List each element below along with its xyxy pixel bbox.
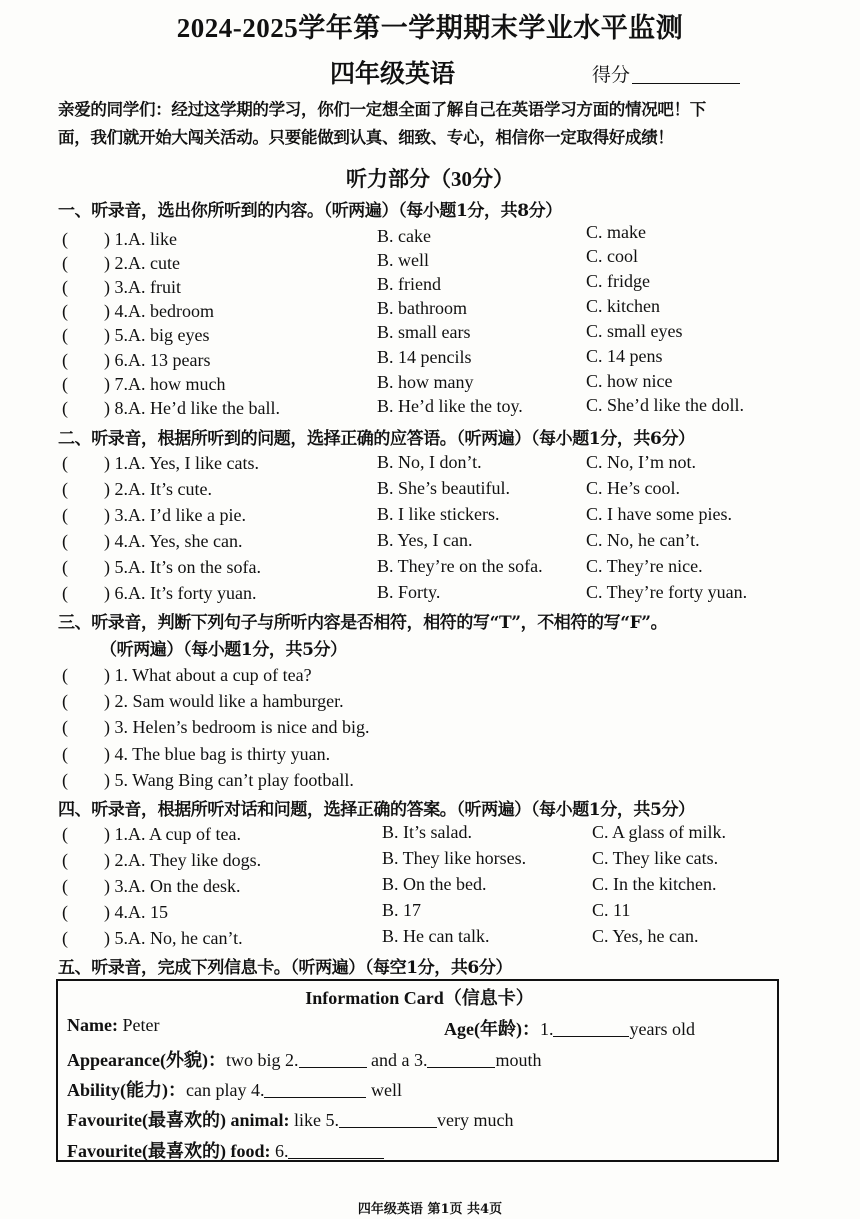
option-b: B. how many (377, 372, 474, 392)
option-c: C. He’s cool. (586, 478, 680, 498)
age-suffix: years old (629, 1019, 695, 1039)
answer-bracket[interactable]: ( (62, 229, 68, 249)
option-b: B. He can talk. (382, 926, 490, 946)
animal-suffix: very much (436, 1110, 514, 1130)
option-a: ) 1.A. Yes, I like cats. (104, 453, 259, 473)
answer-bracket[interactable]: ( (62, 531, 68, 551)
appearance-label: Appearance(外貌)： (67, 1050, 226, 1070)
option-a: ) 2.A. They like dogs. (104, 850, 262, 870)
option-c: C. make (586, 222, 646, 242)
animal-row (67, 1106, 513, 1132)
answer-bracket[interactable]: ( (62, 453, 68, 473)
age-number: 1. (539, 1019, 554, 1039)
score-label: 得分 (592, 65, 631, 86)
answer-bracket[interactable]: ( (62, 557, 68, 577)
option-c: C. Yes, he can. (592, 926, 699, 946)
statement: ) 4. The blue bag is thirty yuan. (104, 744, 331, 764)
option-b: B. She’s beautiful. (377, 478, 510, 498)
intro-line-2: 面，我们就开始大闯关活动。只要能做到认真、细致、专心，相信你一定取得好成绩！ (58, 128, 674, 147)
option-b: B. friend (377, 274, 441, 294)
appearance-blank-2[interactable] (299, 1067, 367, 1068)
option-c: C. how nice (586, 371, 673, 391)
part4-heading: 四、听录音，根据所听对话和问题，选择正确的答案。（听两遍）（每小题1分，共5分） (58, 800, 695, 820)
option-a: ) 5.A. big eyes (104, 325, 210, 345)
answer-bracket[interactable]: ( (62, 398, 68, 418)
food-prefix: 6. (274, 1141, 289, 1161)
option-a: ) 8.A. He’d like the ball. (104, 398, 280, 418)
option-c: C. They’re nice. (586, 556, 703, 576)
option-c: C. No, I’m not. (586, 452, 696, 472)
ability-label: Ability(能力)： (67, 1080, 186, 1100)
score-field (592, 60, 740, 87)
answer-bracket[interactable]: ( (62, 744, 68, 764)
score-blank[interactable] (632, 83, 740, 84)
option-b: B. Yes, I can. (377, 530, 473, 550)
answer-bracket[interactable]: ( (62, 665, 68, 685)
answer-bracket[interactable]: ( (62, 691, 68, 711)
option-a: ) 5.A. No, he can’t. (104, 928, 243, 948)
option-b: B. Forty. (377, 582, 441, 602)
option-c: C. They like cats. (592, 848, 719, 868)
option-a: ) 3.A. On the desk. (104, 876, 241, 896)
option-c: C. No, he can’t. (586, 530, 700, 550)
option-a: ) 5.A. It’s on the sofa. (104, 557, 261, 577)
appearance-blank-3[interactable] (427, 1067, 495, 1068)
option-a: ) 6.A. It’s forty yuan. (104, 583, 257, 603)
part1-heading: 一、听录音，选出你所听到的内容。（听两遍）（每小题1分，共8分） (58, 201, 562, 221)
option-b: B. I like stickers. (377, 504, 500, 524)
animal-label: Favourite(最喜欢的) animal: (67, 1110, 290, 1130)
option-c: C. small eyes (586, 321, 683, 341)
age-label: Age(年龄)： (444, 1019, 540, 1039)
option-a: ) 2.A. It’s cute. (104, 479, 212, 499)
name-value: Peter (122, 1015, 160, 1035)
appearance-prefix: two big 2. (225, 1050, 299, 1070)
option-c: C. In the kitchen. (592, 874, 717, 894)
answer-bracket[interactable]: ( (62, 374, 68, 394)
option-b: B. cake (377, 226, 431, 246)
option-b: B. He’d like the toy. (377, 396, 523, 416)
part3-heading: 三、听录音，判断下列句子与所听内容是否相符，相符的写“T”，不相符的写“F”。 (58, 613, 668, 633)
option-b: B. They like horses. (382, 848, 527, 868)
card-title: Information Card（信息卡） (305, 988, 534, 1008)
ability-blank[interactable] (264, 1097, 366, 1098)
option-b: B. bathroom (377, 298, 467, 318)
answer-bracket[interactable]: ( (62, 277, 68, 297)
option-c: C. I have some pies. (586, 504, 732, 524)
ability-prefix: can play 4. (186, 1080, 265, 1100)
option-c: C. kitchen (586, 296, 660, 316)
answer-bracket[interactable]: ( (62, 505, 68, 525)
name-row (67, 1015, 159, 1036)
listening-section-title: 听力部分（30分） (346, 167, 514, 191)
option-b: B. small ears (377, 322, 471, 342)
option-a: ) 3.A. I’d like a pie. (104, 505, 246, 525)
option-a: ) 2.A. cute (104, 253, 180, 273)
part2-heading: 二、听录音，根据所听到的问题，选择正确的应答语。（听两遍）（每小题1分，共6分） (58, 429, 695, 449)
answer-bracket[interactable]: ( (62, 583, 68, 603)
part5-heading: 五、听录音，完成下列信息卡。（听两遍）（每空1分，共6分） (58, 958, 513, 978)
option-a: ) 3.A. fruit (104, 277, 181, 297)
statement: ) 5. Wang Bing can’t play football. (104, 770, 354, 790)
option-b: B. On the bed. (382, 874, 487, 894)
option-a: ) 6.A. 13 pears (104, 350, 211, 370)
animal-prefix: like 5. (293, 1110, 339, 1130)
intro-line-1: 亲爱的同学们：经过这学期的学习，你们一定想全面了解自己在英语学习方面的情况吧！下 (58, 100, 707, 119)
ability-row (67, 1076, 402, 1102)
information-card (56, 979, 779, 1162)
appearance-middle: and a 3. (371, 1050, 428, 1070)
answer-bracket[interactable]: ( (62, 325, 68, 345)
option-a: ) 1.A. A cup of tea. (104, 824, 241, 844)
statement: ) 3. Helen’s bedroom is nice and big. (104, 717, 370, 737)
option-a: ) 4.A. Yes, she can. (104, 531, 243, 551)
appearance-suffix: mouth (495, 1050, 542, 1070)
option-b: B. It’s salad. (382, 822, 472, 842)
option-b: B. They’re on the sofa. (377, 556, 543, 576)
ability-suffix: well (370, 1080, 402, 1100)
answer-bracket[interactable]: ( (62, 770, 68, 790)
animal-blank[interactable] (339, 1127, 437, 1128)
answer-bracket[interactable]: ( (62, 850, 68, 870)
age-row (444, 1015, 695, 1041)
option-c: C. cool (586, 246, 638, 266)
option-c: C. 14 pens (586, 346, 663, 366)
option-b: B. 14 pencils (377, 347, 472, 367)
option-a: ) 4.A. 15 (104, 902, 168, 922)
answer-bracket[interactable]: ( (62, 301, 68, 321)
appearance-row (67, 1046, 542, 1072)
food-label: Favourite(最喜欢的) food: (67, 1141, 271, 1161)
page-footer: 四年级英语 第1页 共4页 (357, 1202, 503, 1217)
food-row (67, 1137, 384, 1163)
exam-subtitle: 四年级英语 (330, 61, 456, 88)
part3-heading-cont: （听两遍）（每小题1分，共5分） (100, 640, 347, 660)
option-a: ) 4.A. bedroom (104, 301, 214, 321)
answer-bracket[interactable]: ( (62, 902, 68, 922)
food-blank[interactable] (288, 1158, 384, 1159)
answer-bracket[interactable]: ( (62, 479, 68, 499)
answer-bracket[interactable]: ( (62, 824, 68, 844)
age-blank[interactable] (553, 1036, 629, 1037)
statement: ) 1. What about a cup of tea? (104, 665, 312, 685)
answer-bracket[interactable]: ( (62, 253, 68, 273)
exam-title: 2024-2025学年第一学期期末学业水平监测 (176, 13, 684, 43)
answer-bracket[interactable]: ( (62, 876, 68, 896)
option-c: C. A glass of milk. (592, 822, 727, 842)
option-c: C. She’d like the doll. (586, 395, 744, 415)
option-b: B. 17 (382, 900, 422, 920)
answer-bracket[interactable]: ( (62, 928, 68, 948)
option-c: C. 11 (592, 900, 631, 920)
statement: ) 2. Sam would like a hamburger. (104, 691, 344, 711)
answer-bracket[interactable]: ( (62, 717, 68, 737)
option-b: B. No, I don’t. (377, 452, 482, 472)
option-a: ) 7.A. how much (104, 374, 226, 394)
name-label: Name: (67, 1015, 118, 1035)
option-c: C. fridge (586, 271, 650, 291)
option-c: C. They’re forty yuan. (586, 582, 748, 602)
answer-bracket[interactable]: ( (62, 350, 68, 370)
option-a: ) 1.A. like (104, 229, 177, 249)
option-b: B. well (377, 250, 429, 270)
